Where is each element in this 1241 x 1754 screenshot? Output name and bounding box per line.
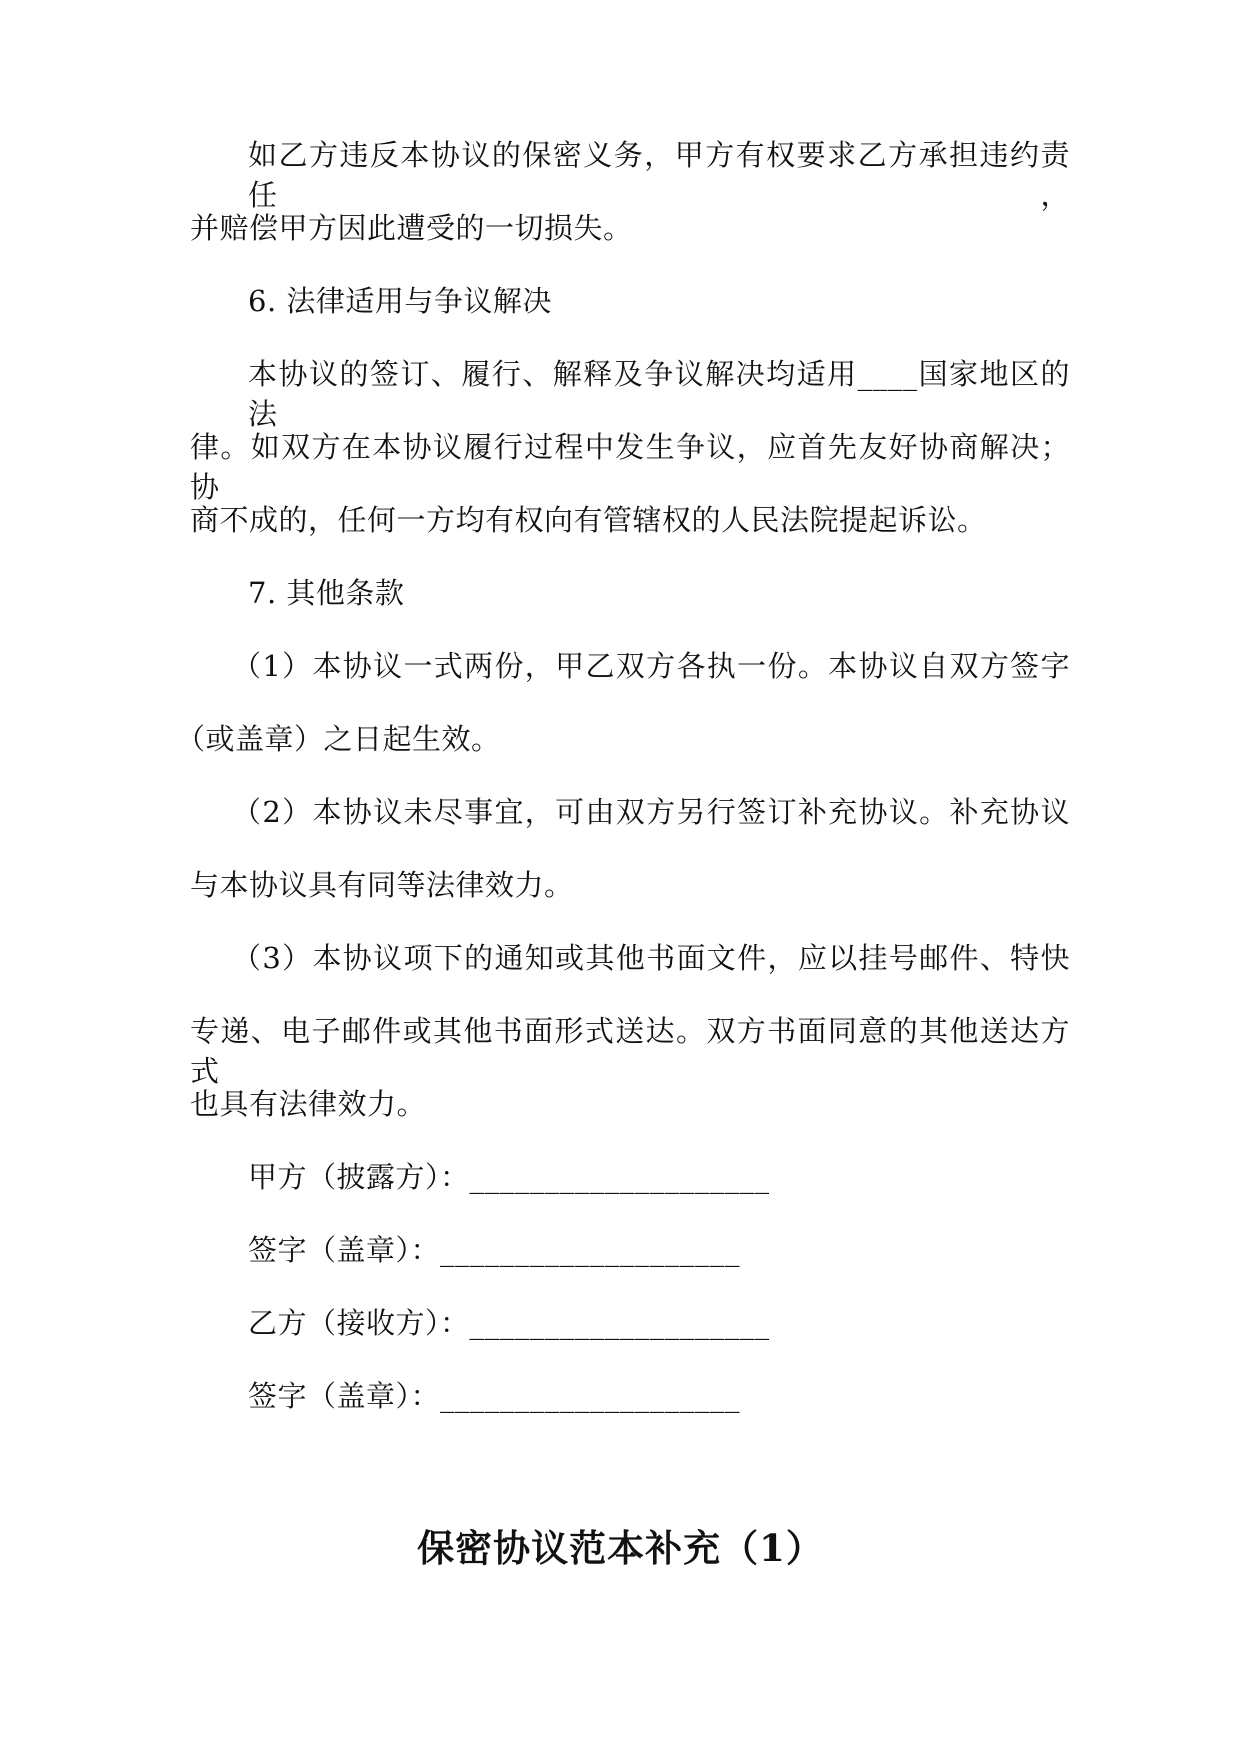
clause-line: （1）本协议一式两份，甲乙双方各执一份。本协议自双方签字 [232, 649, 1070, 683]
clause-line: 与本协议具有同等法律效力。 [190, 868, 574, 902]
next-section-title: 保密协议范本补充（1） [417, 1526, 824, 1570]
party-a-stamp-line: 签字（盖章）：____________________ [248, 1233, 741, 1267]
clause-line: 也具有法律效力。 [190, 1087, 427, 1121]
clause-line: （3）本协议项下的通知或其他书面文件，应以挂号邮件、特快 [232, 941, 1070, 975]
party-b-signature-line: 乙方（接收方）：____________________ [248, 1306, 770, 1340]
paragraph-line: 如乙方违反本协议的保密义务，甲方有权要求乙方承担违约责任， [248, 138, 1070, 212]
clause-line: （或盖章）之日起生效。 [176, 722, 501, 756]
party-a-signature-line: 甲方（披露方）：____________________ [248, 1160, 770, 1194]
party-b-stamp-line: 签字（盖章）：____________________ [248, 1379, 741, 1413]
section-heading-6: 6. 法律适用与争议解决 [248, 284, 552, 318]
paragraph-line: 律。如双方在本协议履行过程中发生争议，应首先友好协商解决；协 [190, 430, 1070, 504]
paragraph-line: 并赔偿甲方因此遭受的一切损失。 [190, 211, 633, 245]
section-heading-7: 7. 其他条款 [248, 576, 405, 610]
paragraph-line: 本协议的签订、履行、解释及争议解决均适用____国家地区的法 [248, 357, 1070, 431]
clause-line: （2）本协议未尽事宜，可由双方另行签订补充协议。补充协议 [232, 795, 1070, 829]
clause-line: 专递、电子邮件或其他书面形式送达。双方书面同意的其他送达方式 [190, 1014, 1070, 1088]
paragraph-line: 商不成的，任何一方均有权向有管辖权的人民法院提起诉讼。 [190, 503, 987, 537]
